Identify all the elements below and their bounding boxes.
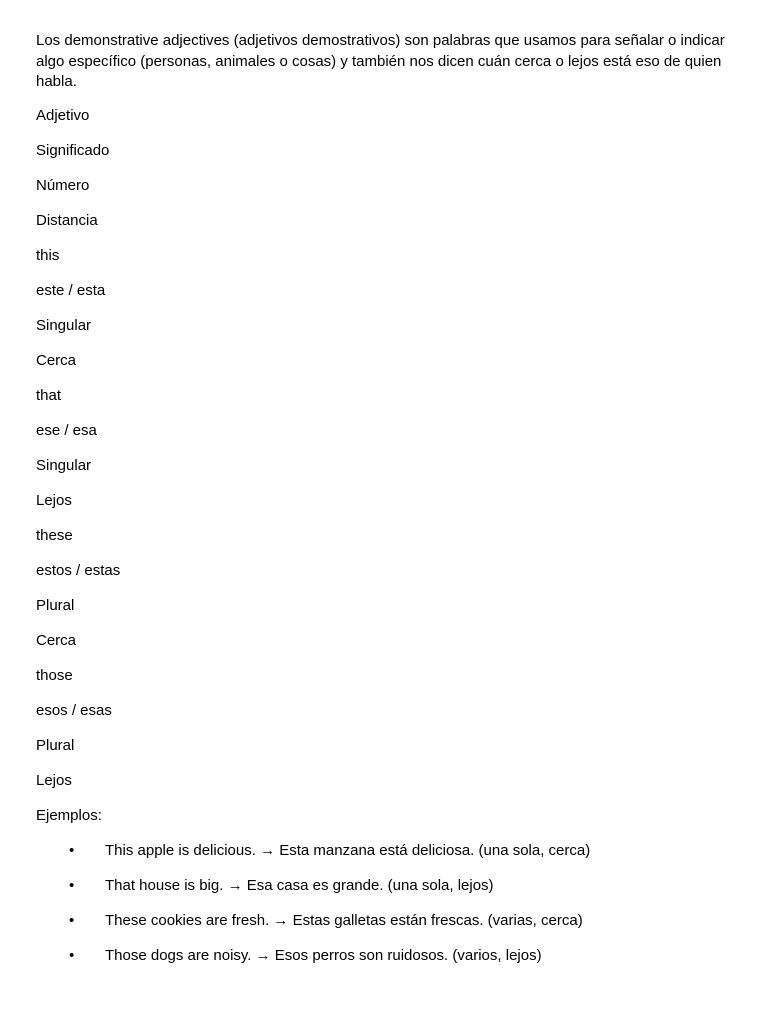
list-item [36,842,732,877]
list-item [36,912,732,947]
table-cell-these-distance: Cerca [36,631,77,649]
example-text: Those dogs are noisy. → Esos perros son ruidosos. (varios, lejos) [105,946,542,964]
table-cell-this-number: Singular [36,316,92,334]
table-cell-these-number: Plural [36,596,75,614]
bullet-icon: • [69,876,75,894]
list-item [36,947,732,982]
table-cell-these-meaning: estos / estas [36,561,121,579]
demonstratives-table [36,107,732,807]
table-cell-that: that [36,386,62,404]
table-cell-that-number: Singular [36,456,92,474]
bullet-icon: • [69,841,75,859]
table-cell-those: those [36,666,73,684]
examples-heading: Ejemplos: [36,806,102,824]
table-header-distancia: Distancia [36,211,98,229]
table-header-adjetivo: Adjetivo [36,106,90,124]
table-cell-this-meaning: este / esta [36,281,106,299]
table-cell-these: these [36,526,73,544]
table-cell-that-meaning: ese / esa [36,421,97,439]
intro-paragraph: Los demonstrative adjectives (adjetivos demostrativos) son palabras que usamos para señalar o indicar algo específico (personas, animales o cosas) y también nos dicen cuán cerca o lejos está eso de quien habla. [36,32,725,90]
table-cell-those-meaning: esos / esas [36,701,112,719]
example-text: That house is big. → Esa casa es grande. (una sola, lejos) [105,876,494,894]
table-header-numero: Número [36,176,90,194]
examples-list [36,842,732,982]
bullet-icon: • [69,911,75,929]
table-cell-this-distance: Cerca [36,351,77,369]
table-cell-this: this [36,246,60,264]
table-cell-those-number: Plural [36,736,75,754]
table-cell-that-distance: Lejos [36,491,72,509]
table-cell-those-distance: Lejos [36,771,72,789]
example-text: This apple is delicious. → Esta manzana está deliciosa. (una sola, cerca) [105,841,591,859]
bullet-icon: • [69,946,75,964]
list-item [36,877,732,912]
table-header-significado: Significado [36,141,110,159]
example-text: These cookies are fresh. → Estas galletas están frescas. (varias, cerca) [105,911,583,929]
